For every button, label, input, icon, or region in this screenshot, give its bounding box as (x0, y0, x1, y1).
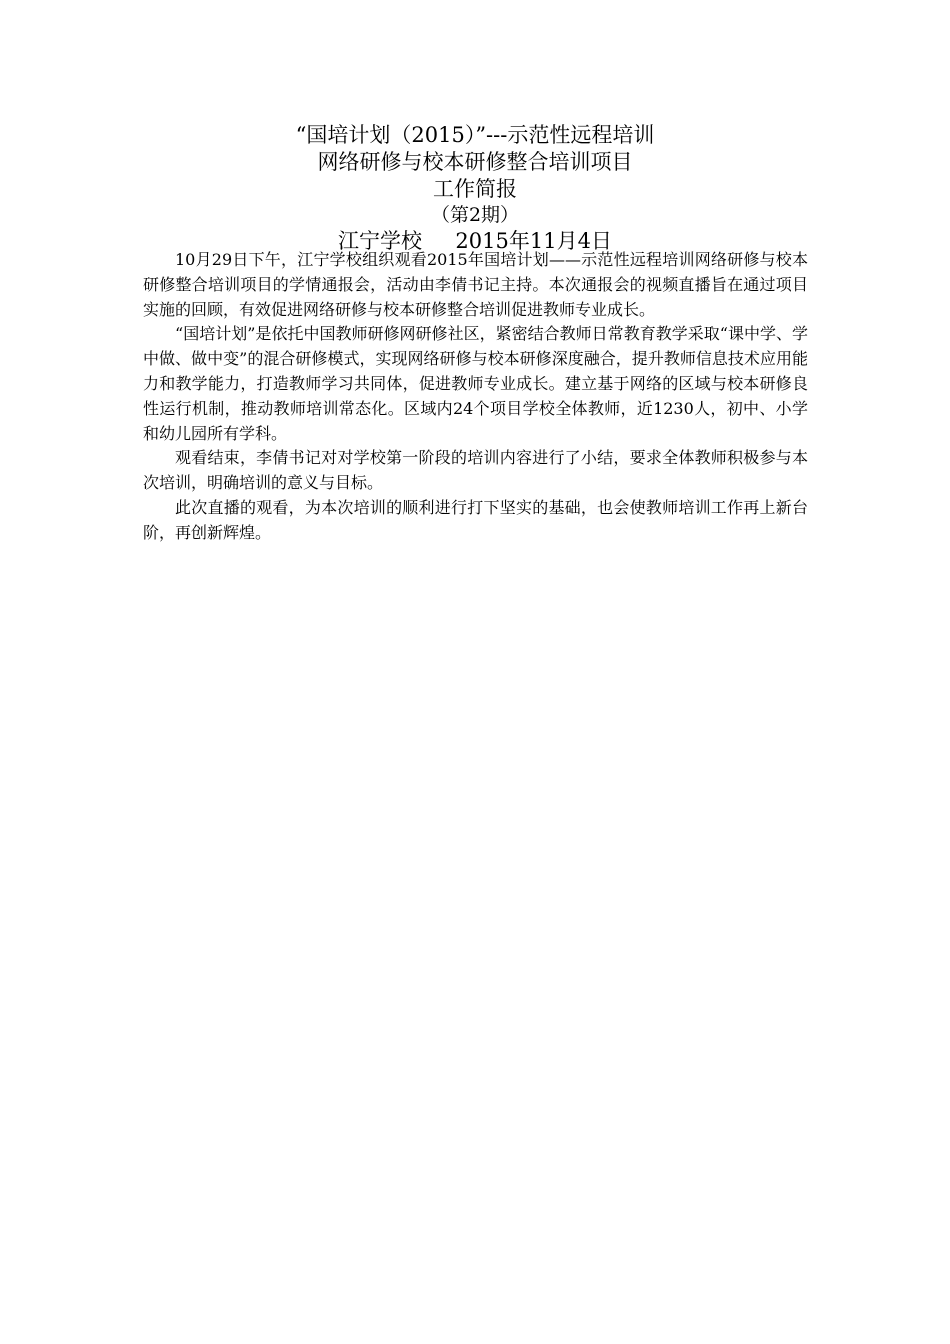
paragraph-2: “国培计划”是依托中国教师研修网研修社区，紧密结合教师日常教育教学采取“课中学、学中做、做中变”的混合研修模式，实现网络研修与校本研修深度融合，提升教师信息技术应用能力和教学能力，打造教师学习共同体，促进教师专业成长。建立基于网络的区域与校本研修良性运行机制，推动教师培训常态化。区域内24个项目学校全体教师，近1230人，初中、小学和幼儿园所有学科。 (143, 324, 808, 443)
paragraph-1: 10月29日下午，江宁学校组织观看2015年国培计划——示范性远程培训网络研修与校本研修整合培训项目的学情通报会，活动由李倩书记主持。本次通报会的视频直播旨在通过项目实施的回顾，有效促进网络研修与校本研修整合培训促进教师专业成长。 (143, 250, 808, 319)
paragraph-4: 此次直播的观看，为本次培训的顺利进行打下坚实的基础，也会使教师培训工作再上新台阶，再创新辉煌。 (143, 497, 808, 542)
document-body (143, 248, 808, 546)
document-title-line-3: 工作简报 (433, 177, 517, 201)
document-title-line-2: 网络研修与校本研修整合培训项目 (317, 150, 633, 174)
school-and-date: 江宁学校 2015年11月4日 (338, 229, 612, 253)
paragraph-3: 观看结束，李倩书记对对学校第一阶段的培训内容进行了小结，要求全体教师积极参与本次培训，明确培训的意义与目标。 (143, 448, 808, 493)
document-header (140, 122, 810, 255)
issue-number: （第2期） (430, 204, 520, 226)
document-title-line-1: “国培计划（2015）”---示范性远程培训 (295, 123, 655, 147)
